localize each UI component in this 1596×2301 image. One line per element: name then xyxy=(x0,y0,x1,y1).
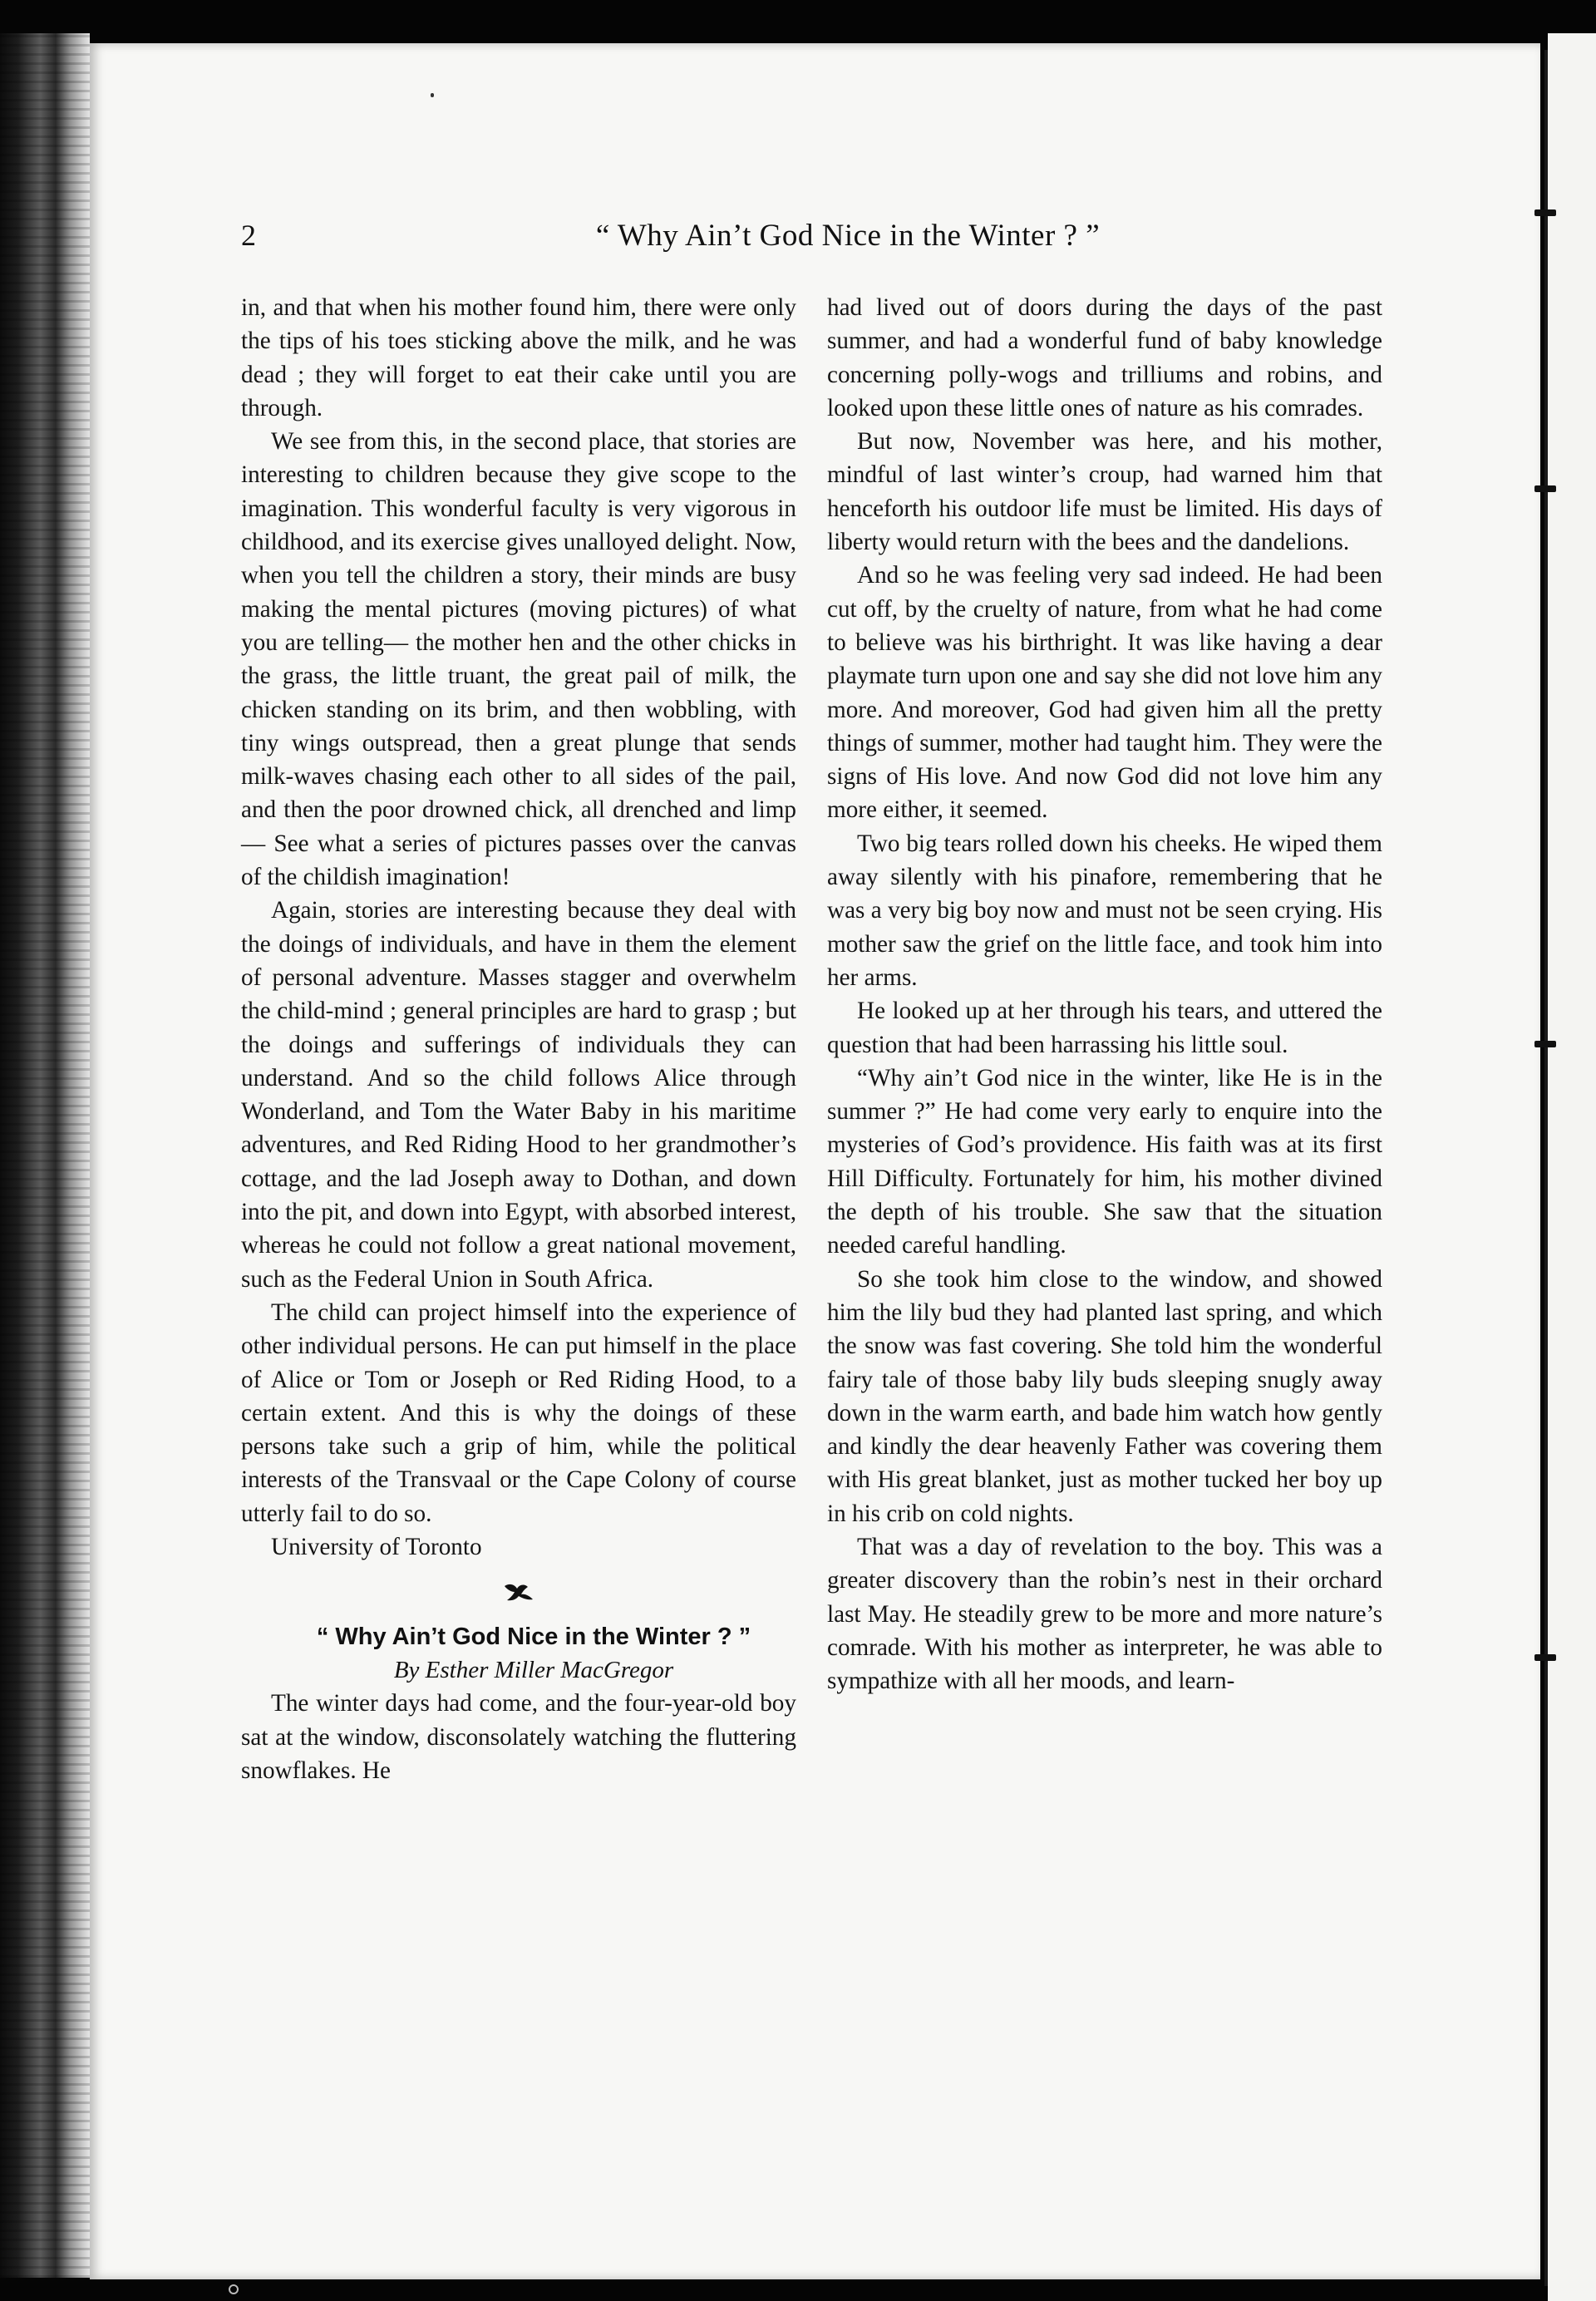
paragraph: The child can project himself into the experience of other individual persons. He can put himself in the place of Alice or Tom or Joseph or Red Riding Hood, to a certain extent. And this is why the doings of these persons take such a grip of him, while the political interests of the Transvaal or the Cape Colony of course utterly fail to do so. xyxy=(241,1298,796,1527)
margin-rule xyxy=(1544,50,1548,2286)
scan-mark xyxy=(229,2284,239,2294)
paragraph: And so he was feeling very sad indeed. He had been cut off, by the cruelty of nature, from what he had come to believe was his birthright. It was like having a dear playmate turn upon one and say she did not love him any more. And moreover, God had given him all the pretty things of summer, mother had taught him. They were the signs of His love. And now God did not love him any more either, it seemed. xyxy=(827,562,1382,824)
paragraph: But now, November was here, and his mother, mindful of last winter’s croup, had warned him that henceforth his outdoor life must be limited. His days of liberty would return with the bees and the dandelions. xyxy=(827,428,1382,556)
scan-speck xyxy=(431,93,434,97)
paragraph: He looked up at her through his tears, and uttered the question that had been harrassing his little soul. xyxy=(827,998,1382,1058)
paragraph: So she took him close to the window, and showed him the lily bud they had planted last spring, and which the snow was fast covering. She told him the wonderful fairy tale of those baby lily buds sleeping snugly away down in the warm earth, and bade him watch how gently and kindly the dear heavenly Father was covering them with His great blanket, just as mother tucked her boy up in his crib on cold nights. xyxy=(827,1265,1382,1527)
margin-tick-mark xyxy=(1534,209,1556,216)
paragraph: Two big tears rolled down his cheeks. He wiped them away silently with his pinafore, remembering that he was a very big boy now and must not be seen crying. His mother saw the grief on the little face, and took him into her arms. xyxy=(827,830,1382,991)
paragraph: That was a day of revelation to the boy. This was a greater discovery than the robin’s nest in their orchard last May. He steadily grew to be more and more nature’s comrade. With his mother as interpreter, he was able to sympathize with all her moods, and learn- xyxy=(827,1533,1382,1695)
paragraph: Again, stories are interesting because they deal with the doings of individuals, and have in them the element of personal adventure. Masses stagger and overwhelm the child-mind ; general principles are hard to grasp ; but the doings and sufferings of individuals they can understand. And so the child follows Alice through Wonderland, and Tom the Water Baby in his maritime adventures, and Red Riding Hood to her grandmother’s cottage, and the lad Joseph away to Dothan, and down into the pit, and down into Egypt, with absorbed interest, whereas he could not follow a great national movement, such as the Federal Union in South Africa. xyxy=(241,897,796,1293)
floral-dingbat-icon xyxy=(503,1581,534,1603)
margin-tick-mark xyxy=(1534,485,1556,492)
right-column xyxy=(827,291,1382,1697)
running-title: “ Why Ain’t God Nice in the Winter ? ” xyxy=(595,219,1101,253)
paragraph: The winter days had come, and the four-year-old boy sat at the window, disconsolately watching the fluttering snowflakes. He xyxy=(241,1690,796,1784)
margin-tick-mark xyxy=(1534,1654,1556,1661)
left-column xyxy=(241,291,796,1787)
right-page-edge xyxy=(1548,33,1596,2301)
paragraph: We see from this, in the second place, that stories are interesting to children because they give scope to the imagination. This wonderful faculty is very vigorous in childhood, and its exercise gives unalloyed delight. Now, when you tell the children a story, their minds are busy making the mental pictures (moving pictures) of what you are telling— the mother hen and the other chicks in the grass, the little truant, the great pail of milk, the chicken standing on its brim, and then wobbling, with tiny wings outspread, then a great plunge that sends milk-waves chasing each other to all sides of the pail, and then the poor drowned chick, all drenched and limp— See what a series of pictures passes over the canvas of the childish imagination! xyxy=(241,428,796,891)
margin-tick-mark xyxy=(1534,1041,1556,1047)
book-binding-gutter xyxy=(0,33,90,2278)
page-number: 2 xyxy=(241,219,256,252)
page-header xyxy=(241,218,1396,259)
byline: By Esther Miller MacGregor xyxy=(393,1657,674,1684)
signature-line: University of Toronto xyxy=(271,1533,482,1560)
ornament xyxy=(241,1579,796,1604)
paragraph: had lived out of doors during the days of the past summer, and had a wonderful fund of baby knowledge concerning polly-wogs and trilliums and robins, and looked upon these little ones of nature as his comrades. xyxy=(827,294,1382,421)
article-title: “ Why Ain’t God Nice in the Winter ? ” xyxy=(316,1624,751,1651)
paragraph: “Why ain’t God nice in the winter, like He is in the summer ?” He had come very early to enquire into the mysteries of God’s providence. His faith was at its first Hill Difficulty. Fortunately for him, his mother divined the depth of his trouble. She saw that the situation needed careful handling. xyxy=(827,1064,1382,1259)
paragraph: in, and that when his mother found him, there were only the tips of his toes sticking above the milk, and he was dead ; they will forget to eat their cake until you are through. xyxy=(241,294,796,421)
